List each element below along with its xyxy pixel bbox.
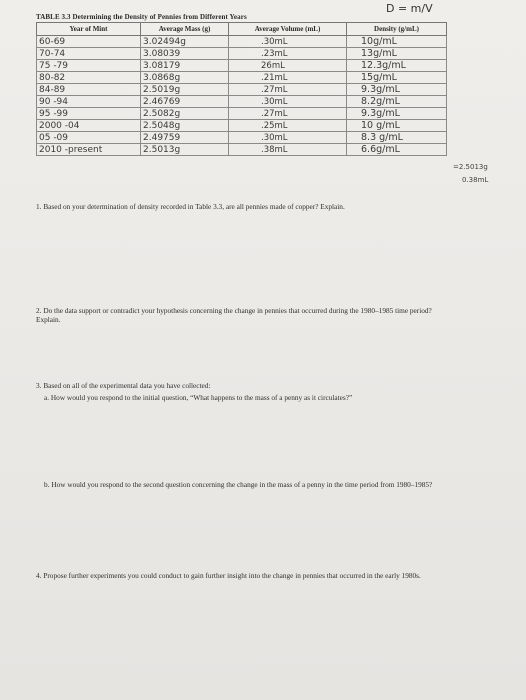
margin-note-mass: =2.5013g	[453, 163, 488, 171]
question-text: Based on all of the experimental data you have collected:	[43, 381, 211, 390]
table-row	[37, 36, 447, 48]
cell-volume: .21mL	[229, 72, 347, 84]
cell-year: 84-89	[37, 84, 141, 96]
question-number: 2.	[36, 306, 42, 315]
header-mass: Average Mass (g)	[141, 23, 229, 36]
cell-year: 80-82	[37, 72, 141, 84]
cell-density: 6.6g/mL	[347, 144, 447, 156]
cell-mass: 2.5013g	[141, 144, 229, 156]
question-text: How would you respond to the initial question, “What happens to the mass of a penny as it circulates?”	[50, 393, 353, 402]
question-1	[36, 202, 456, 211]
table-caption: TABLE 3.3 Determining the Density of Pennies from Different Years	[36, 13, 247, 21]
cell-density: 15g/mL	[347, 72, 447, 84]
density-formula: D = m/V	[386, 2, 433, 15]
cell-volume: .38mL	[229, 144, 347, 156]
table-row	[37, 60, 447, 72]
table-row	[37, 84, 447, 96]
cell-mass: 3.02494g	[141, 36, 229, 48]
cell-mass: 2.49759	[141, 132, 229, 144]
cell-volume: .30mL	[229, 132, 347, 144]
question-4	[36, 571, 471, 580]
cell-mass: 2.5048g	[141, 120, 229, 132]
cell-volume: .27mL	[229, 108, 347, 120]
cell-year: 60-69	[37, 36, 141, 48]
question-2	[36, 306, 456, 324]
question-3	[36, 381, 456, 390]
cell-volume: 26mL	[229, 60, 347, 72]
table-row	[37, 120, 447, 132]
cell-volume: .30mL	[229, 36, 347, 48]
cell-density: 12.3g/mL	[347, 60, 447, 72]
cell-volume: .30mL	[229, 96, 347, 108]
cell-density: 10 g/mL	[347, 120, 447, 132]
cell-mass: 3.08179	[141, 60, 229, 72]
question-number: a.	[44, 393, 50, 402]
question-number: b.	[44, 480, 50, 489]
table-row	[37, 48, 447, 60]
question-number: 3.	[36, 381, 42, 390]
cell-year: 95 -99	[37, 108, 141, 120]
cell-mass: 3.0868g	[141, 72, 229, 84]
question-text: Propose further experiments you could conduct to gain further insight into the change in pennies that occurred in the early 1980s.	[43, 571, 421, 580]
cell-mass: 2.5019g	[141, 84, 229, 96]
table-row	[37, 72, 447, 84]
question-text: Do the data support or contradict your hypothesis concerning the change in pennies that occurred during the 1980–1985 time period? Explain.	[36, 306, 432, 324]
cell-mass: 3.08039	[141, 48, 229, 60]
question-number: 4.	[36, 571, 42, 580]
table-row	[37, 108, 447, 120]
cell-year: 2010 -present	[37, 144, 141, 156]
cell-year: 2000 -04	[37, 120, 141, 132]
cell-density: 9.3g/mL	[347, 108, 447, 120]
cell-density: 13g/mL	[347, 48, 447, 60]
header-volume: Average Volume (mL)	[229, 23, 347, 36]
cell-mass: 2.5082g	[141, 108, 229, 120]
question-text: How would you respond to the second question concerning the change in the mass of a penny in the time period from 1980–1985?	[51, 480, 433, 489]
cell-density: 9.3g/mL	[347, 84, 447, 96]
cell-density: 8.3 g/mL	[347, 132, 447, 144]
table-row	[37, 144, 447, 156]
question-number: 1.	[36, 202, 42, 211]
cell-year: 90 -94	[37, 96, 141, 108]
header-density: Density (g/mL)	[347, 23, 447, 36]
table-row	[37, 96, 447, 108]
cell-density: 8.2g/mL	[347, 96, 447, 108]
cell-volume: .23mL	[229, 48, 347, 60]
cell-year: 75 -79	[37, 60, 141, 72]
density-table	[36, 22, 447, 156]
cell-volume: .25mL	[229, 120, 347, 132]
cell-volume: .27mL	[229, 84, 347, 96]
cell-mass: 2.46769	[141, 96, 229, 108]
cell-year: 05 -09	[37, 132, 141, 144]
cell-density: 10g/mL	[347, 36, 447, 48]
question-3b	[44, 480, 464, 489]
header-year: Year of Mint	[37, 23, 141, 36]
question-3a	[44, 393, 464, 402]
question-text: Based on your determination of density recorded in Table 3.3, are all pennies made of copper? Explain.	[43, 202, 345, 211]
margin-note-volume: 0.38mL	[462, 176, 489, 184]
table-header-row	[37, 23, 447, 36]
table-row	[37, 132, 447, 144]
cell-year: 70-74	[37, 48, 141, 60]
